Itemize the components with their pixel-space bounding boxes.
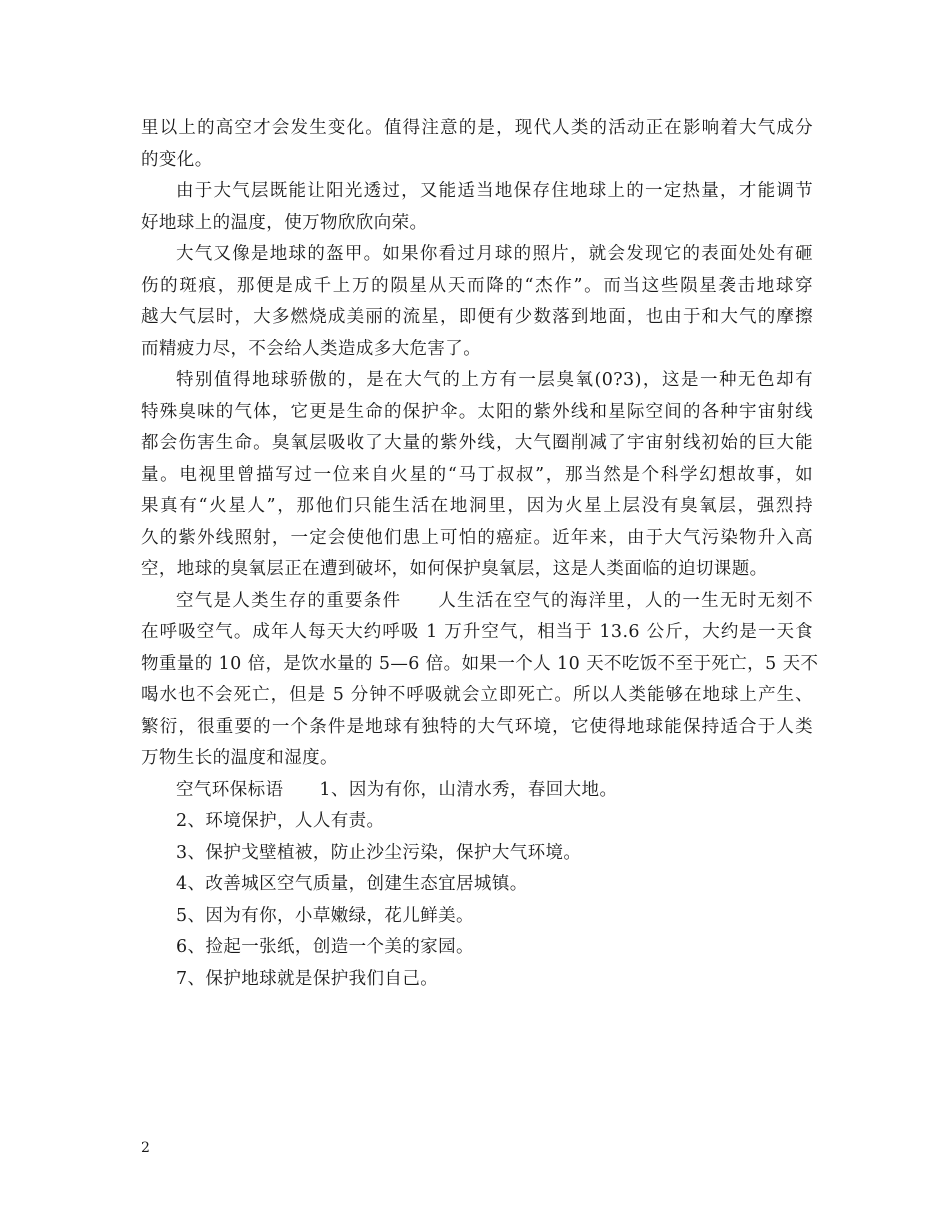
text-line: 由于大气层既能让阳光透过，又能适当地保存住地球上的一定热量，才能调节 [176,181,813,201]
text-line: 好地球上的温度，使万物欣欣向荣。 [141,212,428,233]
text-line-body: 1、因为有你，山清水秀，春回大地。 [319,779,618,800]
page-number: 2 [141,1140,150,1156]
text-line: 4、改善城区空气质量，创建生态宜居城镇。 [176,874,528,894]
text-line: 万物生长的温度和湿度。 [141,748,338,768]
text-line: 在呼吸空气。成年人每天大约呼吸 1 万升空气，相当于 13.6 公斤，大约是一天食 [141,622,813,642]
text-line: 空，地球的臭氧层正在遭到破坏，如何保护臭氧层，这是人类面临的迫切课题。 [141,559,768,579]
text-line-heading: 空气是人类生存的重要条件 [176,590,402,611]
text-line: 喝水也不会死亡，但是 5 分钟不呼吸就会立即死亡。所以人类能够在地球上产生、 [141,685,813,705]
text-line: 特别值得地球骄傲的，是在大气的上方有一层臭氧(0?3)，这是一种无色却有 [176,370,813,390]
text-line: 伤的斑痕，那便是成千上万的陨星从天而降的“杰作”。而当这些陨星袭击地球穿 [141,275,813,296]
text-line: 而精疲力尽，不会给人类造成多大危害了。 [141,338,482,359]
text-line: 果真有“火星人”，那他们只能生活在地洞里，因为火星上层没有臭氧层，强烈持 [141,496,813,516]
text-line: 6、捡起一张纸，创造一个美的家园。 [176,937,474,957]
text-line: 越大气层时，大多燃烧成美丽的流星，即便有少数落到地面，也由于和大气的摩擦 [141,307,813,327]
text-line: 3、保护戈壁植被，防止沙尘污染，保护大气环境。 [176,842,582,863]
text-line: 量。电视里曾描写过一位来自火星的“马丁叔叔”，那当然是个科学幻想故事，如 [141,464,813,485]
text-line: 的变化。 [141,149,213,170]
text-line: 久的紫外线照射，一定会使他们患上可怕的癌症。近年来，由于大气污染物升入高 [141,527,813,548]
text-line [141,586,813,618]
text-line-heading: 空气环保标语 [176,779,284,800]
text-line [141,775,813,807]
text-line: 5、因为有你，小草嫩绿，花儿鲜美。 [176,905,474,926]
text-line: 都会伤害生命。臭氧层吸收了大量的紫外线，大气圈削减了宇宙射线初始的巨大能 [141,433,813,453]
text-line: 物重量的 10 倍，是饮水量的 5—6 倍。如果一个人 10 天不吃饭不至于死亡，5 天不 [141,653,819,674]
text-line-body: 人生活在空气的海洋里，人的一生无时无刻不 [437,590,813,611]
document-body [141,113,819,995]
text-line: 繁衍，很重要的一个条件是地球有独特的大气环境，它使得地球能保持适合于人类 [141,716,813,737]
text-line: 特殊臭味的气体，它更是生命的保护伞。太阳的紫外线和星际空间的各种宇宙射线 [141,401,813,422]
text-line: 大气又像是地球的盔甲。如果你看过月球的照片，就会发现它的表面处处有砸 [176,244,813,264]
text-line: 7、保护地球就是保护我们自己。 [176,968,439,989]
text-line: 里以上的高空才会发生变化。值得注意的是，现代人类的活动正在影响着大气成分 [141,118,813,138]
text-line: 2、环境保护，人人有责。 [176,811,385,831]
